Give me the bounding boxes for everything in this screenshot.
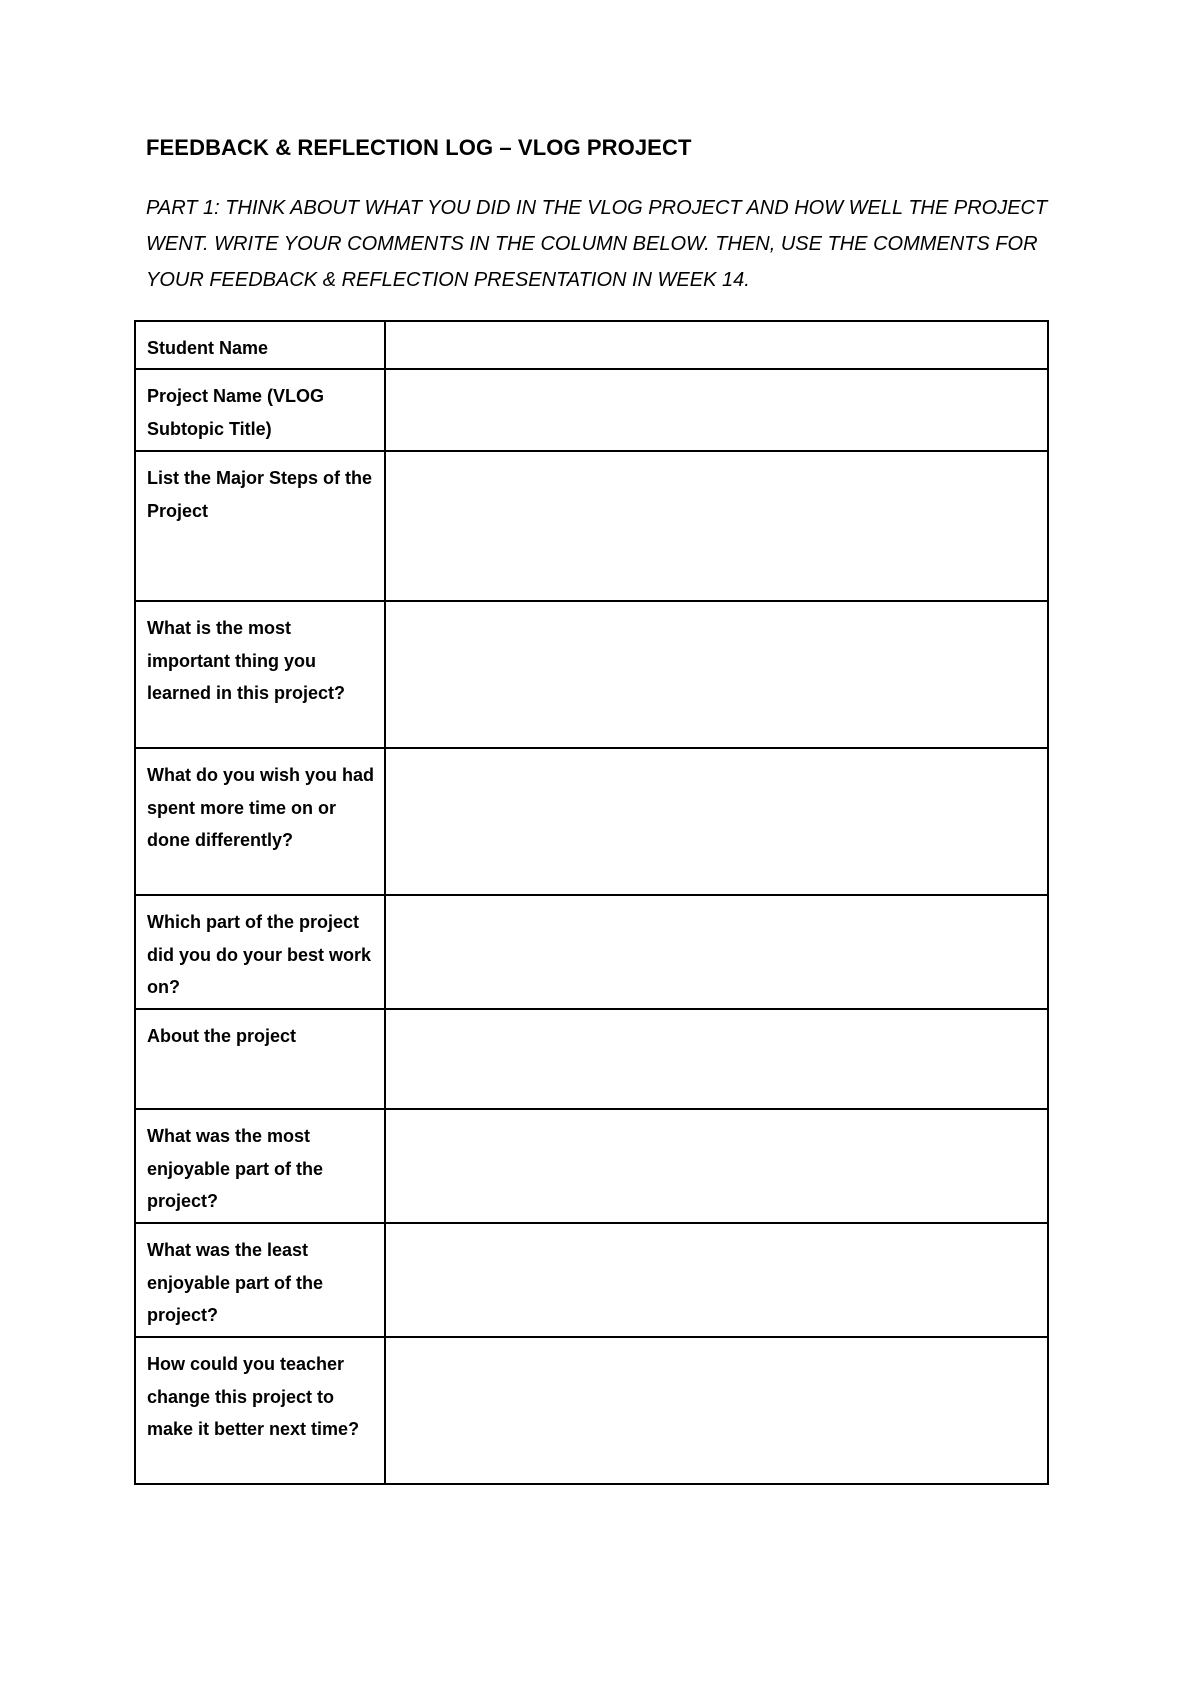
question-label: How could you teacher change this project to make it better next time? bbox=[135, 1337, 385, 1484]
table-row-about-project bbox=[135, 1009, 1048, 1109]
question-label: What was the least enjoyable part of the project? bbox=[135, 1223, 385, 1337]
reflection-log-table bbox=[134, 320, 1049, 1485]
question-label: Project Name (VLOG Subtopic Title) bbox=[135, 369, 385, 451]
answer-cell[interactable] bbox=[385, 601, 1048, 748]
question-label: Student Name bbox=[135, 321, 385, 369]
answer-cell[interactable] bbox=[385, 1109, 1048, 1223]
table-row-project-name bbox=[135, 369, 1048, 451]
question-label: List the Major Steps of the Project bbox=[135, 451, 385, 601]
answer-cell[interactable] bbox=[385, 451, 1048, 601]
table-row-most-enjoyable bbox=[135, 1109, 1048, 1223]
instructions-paragraph bbox=[146, 190, 1066, 298]
table-row-wish-differently bbox=[135, 748, 1048, 895]
answer-cell[interactable] bbox=[385, 895, 1048, 1009]
instructions-line: WENT. WRITE YOUR COMMENTS IN THE COLUMN BELOW. THEN, USE THE COMMENTS FOR bbox=[146, 233, 1038, 255]
instructions-line: YOUR FEEDBACK & REFLECTION PRESENTATION IN WEEK 14. bbox=[146, 269, 750, 291]
answer-cell[interactable] bbox=[385, 369, 1048, 451]
document-title: FEEDBACK & REFLECTION LOG – VLOG PROJECT bbox=[146, 135, 692, 160]
table-row-most-important-learning bbox=[135, 601, 1048, 748]
answer-cell[interactable] bbox=[385, 1337, 1048, 1484]
answer-cell[interactable] bbox=[385, 748, 1048, 895]
answer-cell[interactable] bbox=[385, 1223, 1048, 1337]
table-row-teacher-change bbox=[135, 1337, 1048, 1484]
question-label: About the project bbox=[135, 1009, 385, 1109]
answer-cell[interactable] bbox=[385, 321, 1048, 369]
question-label: Which part of the project did you do your best work on? bbox=[135, 895, 385, 1009]
question-label: What is the most important thing you learned in this project? bbox=[135, 601, 385, 748]
table-row-student-name bbox=[135, 321, 1048, 369]
table-row-major-steps bbox=[135, 451, 1048, 601]
table-row-least-enjoyable bbox=[135, 1223, 1048, 1337]
table-row-best-work bbox=[135, 895, 1048, 1009]
question-label: What do you wish you had spent more time on or done differently? bbox=[135, 748, 385, 895]
question-label: What was the most enjoyable part of the project? bbox=[135, 1109, 385, 1223]
answer-cell[interactable] bbox=[385, 1009, 1048, 1109]
instructions-line: PART 1: THINK ABOUT WHAT YOU DID IN THE VLOG PROJECT AND HOW WELL THE PROJECT bbox=[146, 197, 1048, 219]
